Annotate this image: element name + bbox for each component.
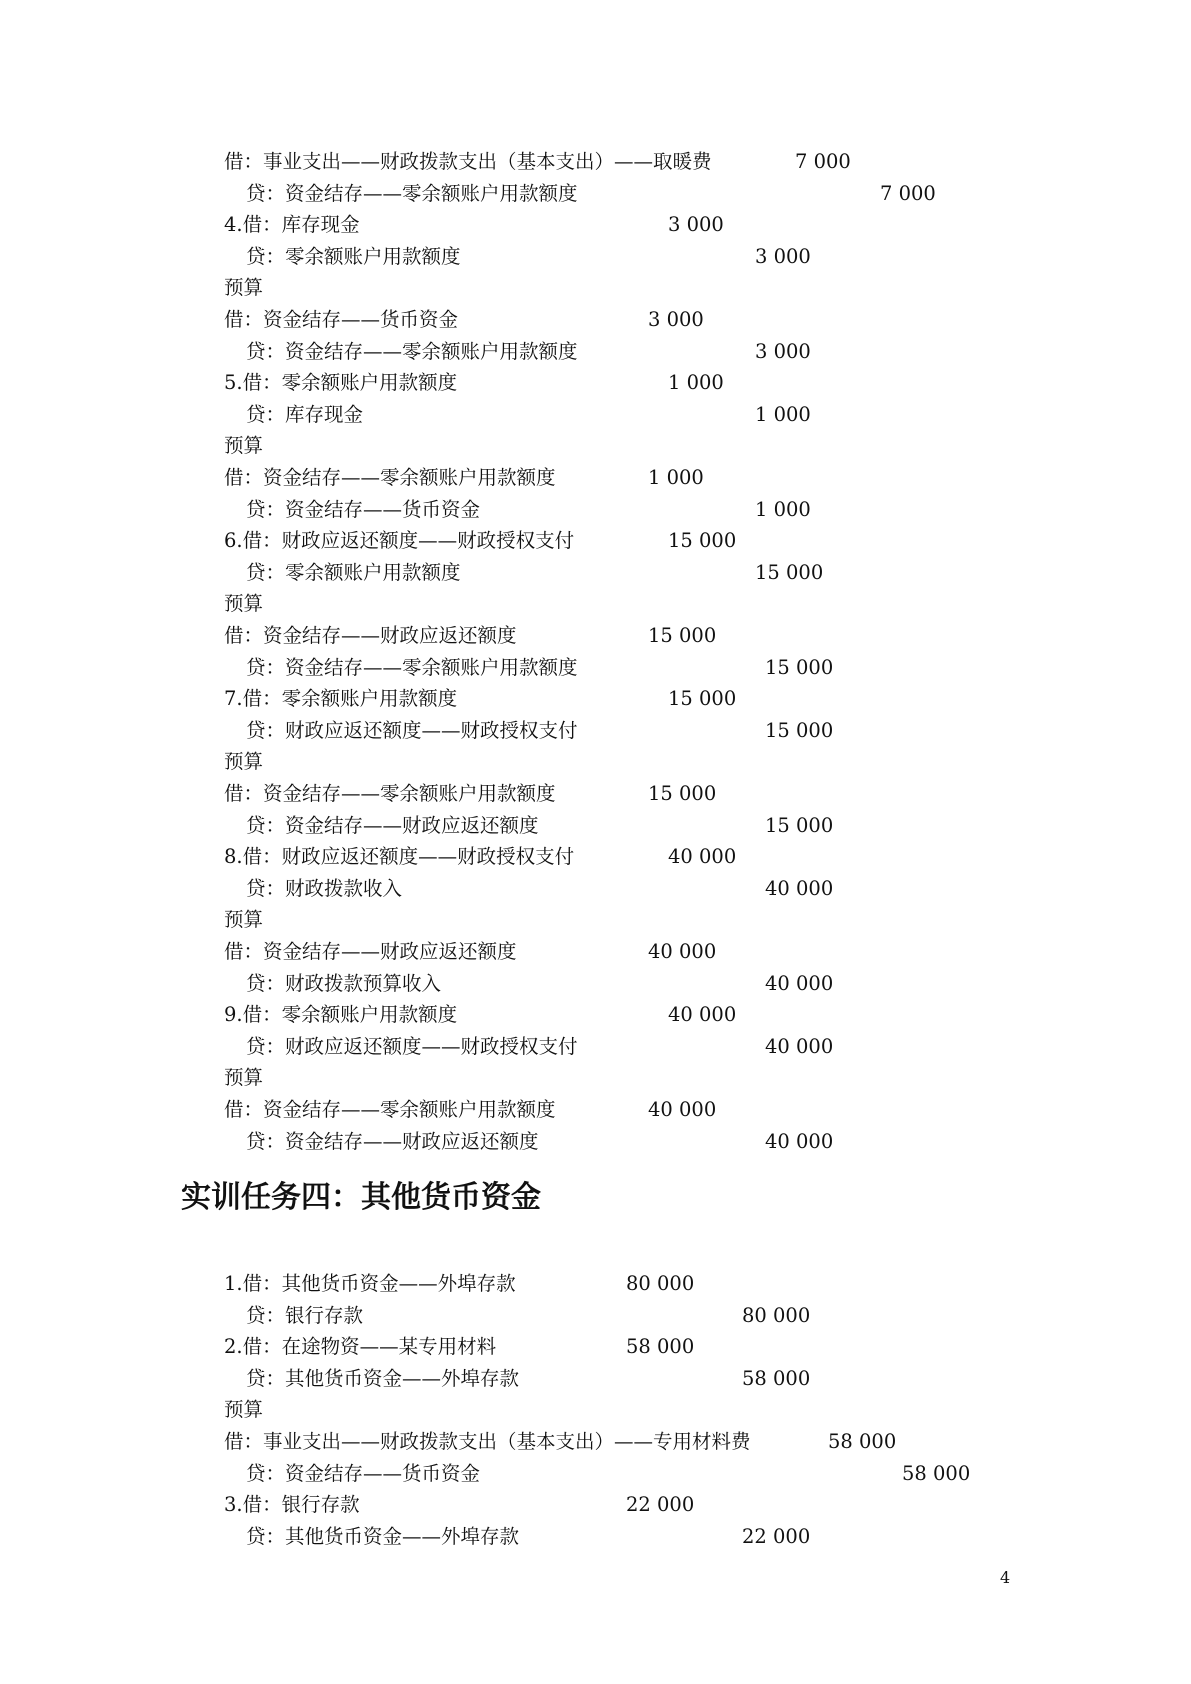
- journal-line: [0, 367, 1191, 398]
- entry-account: 贷：财政拨款预算收入: [246, 971, 442, 995]
- entry-account: 借：事业支出——财政拨款支出（基本支出）——专用材料费: [224, 1430, 751, 1453]
- entry-account: 贷：资金结存——零余额账户用款额度: [246, 339, 578, 363]
- credit-amount: 22 000: [742, 1524, 811, 1548]
- entry-account: 贷：财政拨款收入: [246, 876, 403, 900]
- journal-line: [0, 999, 1191, 1030]
- entry-account: 预算: [224, 592, 264, 616]
- journal-line: [0, 1363, 1191, 1394]
- journal-line: [0, 1300, 1191, 1331]
- journal-line: [0, 904, 1191, 935]
- journal-line: [0, 1331, 1191, 1362]
- journal-line: [0, 336, 1191, 367]
- journal-line: [0, 494, 1191, 525]
- entry-account: 预算: [224, 276, 264, 300]
- entry-account: 贷：其他货币资金——外埠存款: [246, 1524, 520, 1548]
- entry-account: 贷：资金结存——零余额账户用款额度: [246, 655, 578, 679]
- entry-account: 预算: [224, 434, 264, 458]
- journal-line: [0, 430, 1191, 461]
- entry-account: 借：资金结存——零余额账户用款额度: [224, 782, 556, 805]
- journal-line: [0, 178, 1191, 209]
- journal-line: [0, 683, 1191, 714]
- entry-account: 贷：零余额账户用款额度: [246, 560, 461, 584]
- entry-account: 3.借：银行存款: [224, 1493, 360, 1517]
- debit-amount: 40 000: [668, 845, 737, 869]
- entry-account: 贷：资金结存——货币资金: [246, 497, 481, 521]
- section-heading: 实训任务四：其他货币资金: [181, 1180, 541, 1215]
- journal-line: [0, 525, 1191, 556]
- journal-line: [0, 1458, 1191, 1489]
- debit-amount: 1 000: [648, 466, 704, 489]
- journal-line: [0, 209, 1191, 240]
- entry-account: 4.借：库存现金: [224, 213, 360, 237]
- journal-line: [0, 1031, 1191, 1062]
- credit-amount: 1 000: [755, 497, 811, 521]
- debit-amount: 40 000: [668, 1003, 737, 1027]
- journal-line: [0, 272, 1191, 303]
- entry-account: 贷：资金结存——财政应返还额度: [246, 813, 539, 837]
- debit-amount: 1 000: [668, 371, 724, 395]
- entry-account: 贷：银行存款: [246, 1303, 364, 1327]
- journal-line: [0, 620, 1191, 651]
- entry-account: 6.借：财政应返还额度——财政授权支付: [224, 529, 575, 553]
- entry-account: 借：资金结存——零余额账户用款额度: [224, 1098, 556, 1121]
- journal-line: [0, 1268, 1191, 1299]
- entry-account: 预算: [224, 750, 264, 774]
- entry-account: 贷：财政应返还额度——财政授权支付: [246, 718, 578, 742]
- entry-account: 贷：零余额账户用款额度: [246, 244, 461, 268]
- debit-amount: 40 000: [648, 940, 717, 963]
- entry-account: 贷：财政应返还额度——财政授权支付: [246, 1034, 578, 1058]
- journal-line: [0, 304, 1191, 335]
- debit-amount: 58 000: [828, 1430, 897, 1453]
- journal-line: [0, 557, 1191, 588]
- credit-amount: 3 000: [755, 339, 811, 363]
- journal-line: [0, 1394, 1191, 1425]
- entry-account: 借：事业支出——财政拨款支出（基本支出）——取暖费: [224, 150, 712, 173]
- entry-account: 贷：资金结存——零余额账户用款额度: [246, 181, 578, 205]
- entry-account: 预算: [224, 1066, 264, 1090]
- credit-amount: 80 000: [742, 1303, 811, 1327]
- credit-amount: 40 000: [765, 971, 834, 995]
- entry-account: 借：资金结存——货币资金: [224, 308, 459, 331]
- credit-amount: 15 000: [765, 655, 834, 679]
- entry-account: 借：资金结存——零余额账户用款额度: [224, 466, 556, 489]
- debit-amount: 15 000: [648, 624, 717, 647]
- journal-line: [0, 873, 1191, 904]
- journal-line: [0, 1426, 1191, 1457]
- entry-account: 预算: [224, 1398, 264, 1422]
- entry-account: 贷：库存现金: [246, 402, 364, 426]
- debit-amount: 58 000: [626, 1335, 695, 1359]
- entry-account: 5.借：零余额账户用款额度: [224, 371, 458, 395]
- debit-amount: 7 000: [795, 150, 851, 173]
- journal-line: [0, 715, 1191, 746]
- journal-line: [0, 1126, 1191, 1157]
- journal-line: [0, 810, 1191, 841]
- entry-account: 借：资金结存——财政应返还额度: [224, 940, 517, 963]
- debit-amount: 80 000: [626, 1272, 695, 1295]
- debit-amount: 22 000: [626, 1493, 695, 1517]
- entry-account: 2.借：在途物资——某专用材料: [224, 1335, 497, 1359]
- entry-account: 1.借：其他货币资金——外埠存款: [224, 1272, 516, 1295]
- entry-account: 贷：资金结存——财政应返还额度: [246, 1129, 539, 1153]
- credit-amount: 1 000: [755, 402, 811, 426]
- debit-amount: 40 000: [648, 1098, 717, 1121]
- entry-account: 9.借：零余额账户用款额度: [224, 1003, 458, 1027]
- journal-line: [0, 462, 1191, 493]
- journal-line: [0, 241, 1191, 272]
- journal-line: [0, 1062, 1191, 1093]
- journal-line: [0, 399, 1191, 430]
- credit-amount: 7 000: [880, 181, 936, 205]
- journal-line: [0, 746, 1191, 777]
- entry-account: 7.借：零余额账户用款额度: [224, 687, 458, 711]
- credit-amount: 40 000: [765, 1129, 834, 1153]
- credit-amount: 58 000: [742, 1366, 811, 1390]
- credit-amount: 3 000: [755, 244, 811, 268]
- journal-line: [0, 968, 1191, 999]
- entry-account: 8.借：财政应返还额度——财政授权支付: [224, 845, 575, 869]
- credit-amount: 15 000: [765, 813, 834, 837]
- journal-line: [0, 936, 1191, 967]
- debit-amount: 3 000: [668, 213, 724, 237]
- credit-amount: 40 000: [765, 876, 834, 900]
- journal-line: [0, 652, 1191, 683]
- debit-amount: 15 000: [668, 529, 737, 553]
- entry-account: 贷：其他货币资金——外埠存款: [246, 1366, 520, 1390]
- entry-account: 贷：资金结存——货币资金: [246, 1461, 481, 1485]
- journal-line: [0, 1094, 1191, 1125]
- debit-amount: 15 000: [668, 687, 737, 711]
- journal-line: [0, 588, 1191, 619]
- credit-amount: 58 000: [902, 1461, 971, 1485]
- credit-amount: 15 000: [755, 560, 824, 584]
- page-number: 4: [1000, 1568, 1011, 1587]
- journal-line: [0, 1489, 1191, 1520]
- journal-line: [0, 1521, 1191, 1552]
- credit-amount: 40 000: [765, 1034, 834, 1058]
- journal-line: [0, 146, 1191, 177]
- entry-account: 预算: [224, 908, 264, 932]
- journal-line: [0, 778, 1191, 809]
- debit-amount: 15 000: [648, 782, 717, 805]
- credit-amount: 15 000: [765, 718, 834, 742]
- entry-account: 借：资金结存——财政应返还额度: [224, 624, 517, 647]
- journal-line: [0, 841, 1191, 872]
- debit-amount: 3 000: [648, 308, 704, 331]
